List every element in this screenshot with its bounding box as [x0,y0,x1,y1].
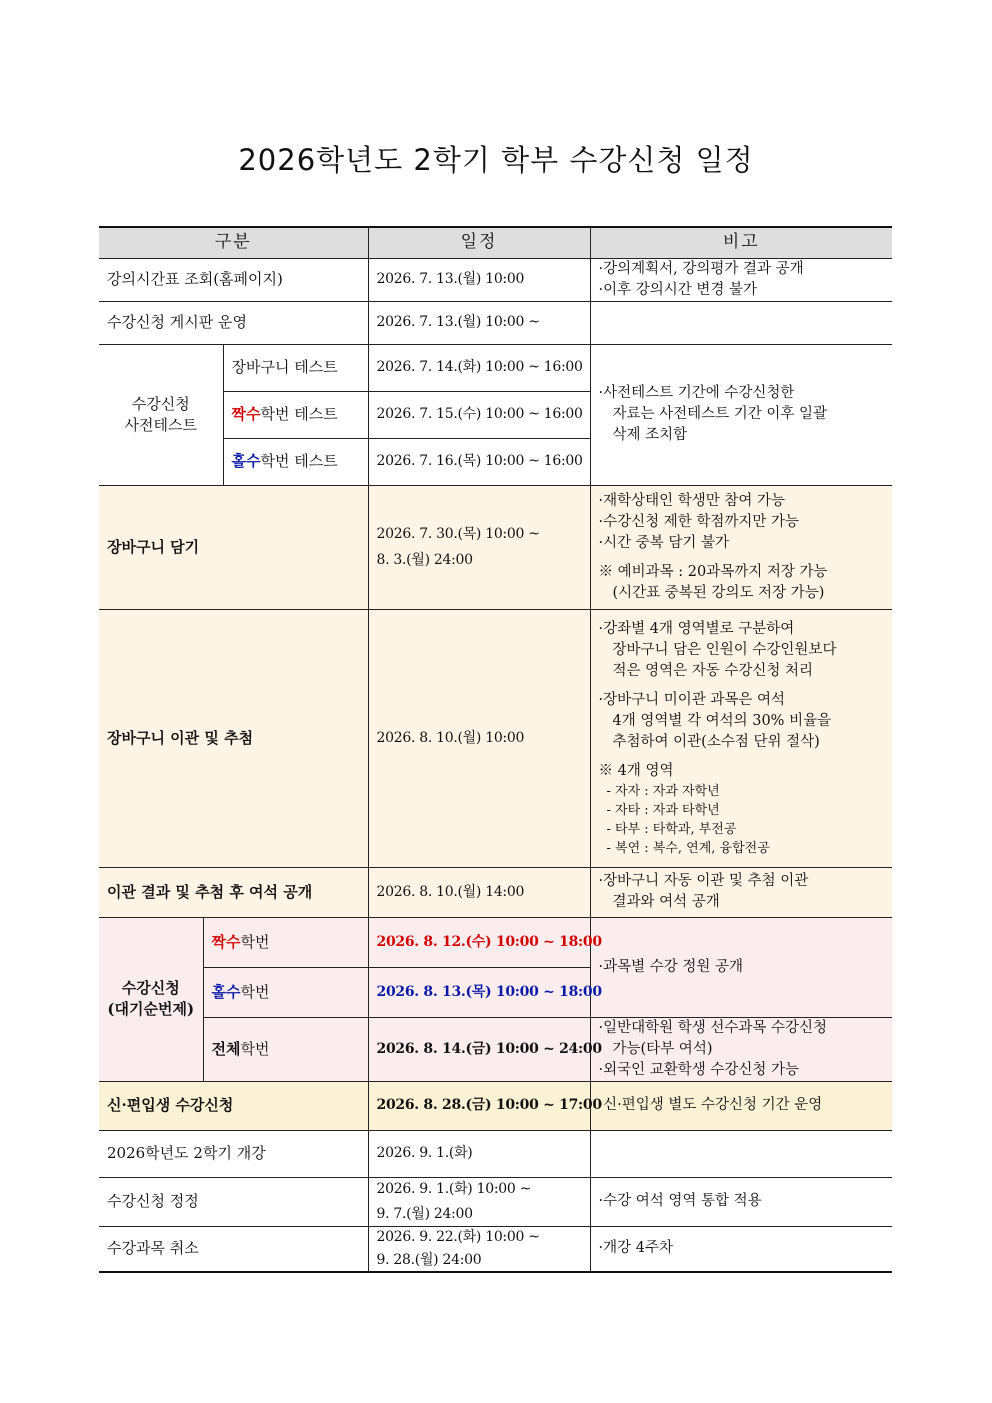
label-rest: 학번 테스트 [260,405,338,423]
label-line: 수강신청 [121,979,180,997]
note-line: (시간표 중복된 강의도 저장 가능) [612,584,825,601]
header-remarks: 비고 [590,227,892,258]
odd-text: 홀수 [231,452,261,470]
note-line: ·시간 중복 담기 불가 [598,534,730,551]
row-date [368,1177,590,1226]
register-note: ·과목별 수강 정원 공개 [590,917,892,1017]
header-schedule: 일정 [368,227,590,258]
row-label: 2026학년도 2학기 개강 [99,1130,368,1177]
row-date: 2026. 8. 12.(수) 10:00 ~ 18:00 [368,917,590,967]
note-line: ·장바구니 미이관 과목은 여석 [598,691,786,708]
pretest-odd-label [223,438,368,485]
row-date [368,485,590,609]
date-line: 9. 28.(월) 24:00 [376,1251,482,1268]
row-label: 수강과목 취소 [99,1226,368,1272]
row-date: 2026. 8. 28.(금) 10:00 ~ 17:00 [368,1081,590,1130]
all-text: 전체 [211,1039,241,1058]
row-label: 수강신청 게시판 운영 [99,301,368,344]
pretest-label [99,344,223,485]
row-note: ·신·편입생 별도 수강신청 기간 운영 [590,1081,892,1130]
date-line: 2026. 9. 1.(화) 10:00 ~ [376,1180,532,1197]
row-note [590,609,892,867]
row-note [590,867,892,917]
row-date: 2026. 7. 16.(목) 10:00 ~ 16:00 [368,438,590,485]
row-label: 수강신청 정정 [99,1177,368,1226]
row-label: 장바구니 이관 및 추첨 [99,609,368,867]
schedule-table [99,226,892,1273]
even-text: 짝수 [231,405,261,423]
table-row [99,1017,892,1081]
note-line: 삭제 조치함 [612,427,688,443]
note-line: ·강의계획서, 강의평가 결과 공개 [598,260,804,277]
date-line: 9. 7.(월) 24:00 [376,1205,473,1222]
note-line: 4개 영역별 각 여석의 30% 비율을 [612,712,832,729]
note-line: ·재학상태인 학생만 참여 가능 [598,492,786,509]
register-odd-label [203,967,368,1017]
note-line: 가능(타부 여석) [612,1040,713,1057]
row-note [590,1130,892,1177]
row-label: 신·편입생 수강신청 [99,1081,368,1130]
label-line: 사전테스트 [124,415,197,434]
row-note [590,301,892,344]
note-line: ·장바구니 자동 이관 및 추첨 이관 [598,873,809,889]
label-rest: 학번 [240,982,270,1001]
row-date: 2026. 9. 1.(화) [368,1130,590,1177]
label-rest: 학번 [240,932,270,951]
table-row [99,917,892,967]
table-row [99,485,892,609]
note-line: ·강좌별 4개 영역별로 구분하여 [598,620,795,637]
row-note: ·수강 여석 영역 통합 적용 [590,1177,892,1226]
label-line: 수강신청 [131,394,190,413]
table-row [99,609,892,867]
table-row [99,1177,892,1226]
pretest-cart-label: 장바구니 테스트 [223,344,368,391]
date-line: 8. 3.(월) 24:00 [376,551,473,568]
table-row [99,1130,892,1177]
area-line: - 자자 : 자과 자학년 [606,783,720,799]
table-row [99,258,892,301]
note-line: ※ 예비과목 : 20과목까지 저장 가능 [598,563,828,580]
even-text: 짝수 [211,932,241,951]
row-date: 2026. 8. 13.(목) 10:00 ~ 18:00 [368,967,590,1017]
label-rest: 학번 [240,1039,270,1058]
row-date: 2026. 7. 14.(화) 10:00 ~ 16:00 [368,344,590,391]
register-label [99,917,203,1081]
page-title: 2026학년도 2학기 학부 수강신청 일정 [238,143,754,177]
table-row [99,344,892,391]
row-date: 2026. 8. 10.(월) 14:00 [368,867,590,917]
header-row [99,227,892,258]
label-line: (대기순번제) [107,1000,195,1018]
row-label: 장바구니 담기 [99,485,368,609]
date-line: 2026. 9. 22.(화) 10:00 ~ [376,1228,540,1245]
pretest-note [590,344,892,485]
register-all-label [203,1017,368,1081]
row-date: 2026. 7. 13.(월) 10:00 [368,258,590,301]
row-date: 2026. 8. 14.(금) 10:00 ~ 24:00 [368,1017,590,1081]
table-row [99,1226,892,1272]
table-row [99,301,892,344]
row-date [368,1226,590,1272]
note-line: ·수강신청 제한 학점까지만 가능 [598,513,800,530]
row-note [590,485,892,609]
label-rest: 학번 테스트 [260,452,338,470]
odd-text: 홀수 [211,982,241,1001]
row-date: 2026. 8. 10.(월) 10:00 [368,609,590,867]
row-label: 강의시간표 조회(홈페이지) [99,258,368,301]
note-line: 적은 영역은 자동 수강신청 처리 [612,662,814,679]
row-note [590,1017,892,1081]
note-line: 추첨하여 이관(소수점 단위 절삭) [612,733,820,750]
header-category: 구분 [99,227,368,258]
pretest-even-label [223,391,368,438]
area-line: - 복연 : 복수, 연계, 융합전공 [606,840,770,856]
note-line: ※ 4개 영역 [598,762,674,779]
area-line: - 타부 : 타학과, 부전공 [606,821,737,837]
row-date: 2026. 7. 13.(월) 10:00 ~ [368,301,590,344]
date-line: 2026. 7. 30.(목) 10:00 ~ [376,525,540,542]
note-line: ·일반대학원 학생 선수과목 수강신청 [598,1019,828,1036]
register-even-label [203,917,368,967]
row-note [590,258,892,301]
note-line: 결과와 여석 공개 [612,894,720,910]
table-row [99,867,892,917]
table-row [99,1081,892,1130]
note-line: ·이후 강의시간 변경 불가 [598,281,758,298]
row-label: 이관 결과 및 추첨 후 여석 공개 [99,867,368,917]
note-line: ·외국인 교환학생 수강신청 가능 [598,1061,800,1078]
row-note: ·개강 4주차 [590,1226,892,1272]
row-date: 2026. 7. 15.(수) 10:00 ~ 16:00 [368,391,590,438]
area-line: - 자타 : 자과 타학년 [606,802,720,818]
note-line: 자료는 사전테스트 기간 이후 일괄 [612,406,828,422]
note-line: ·사전테스트 기간에 수강신청한 [598,385,795,401]
note-line: 장바구니 담은 인원이 수강인원보다 [612,641,837,658]
